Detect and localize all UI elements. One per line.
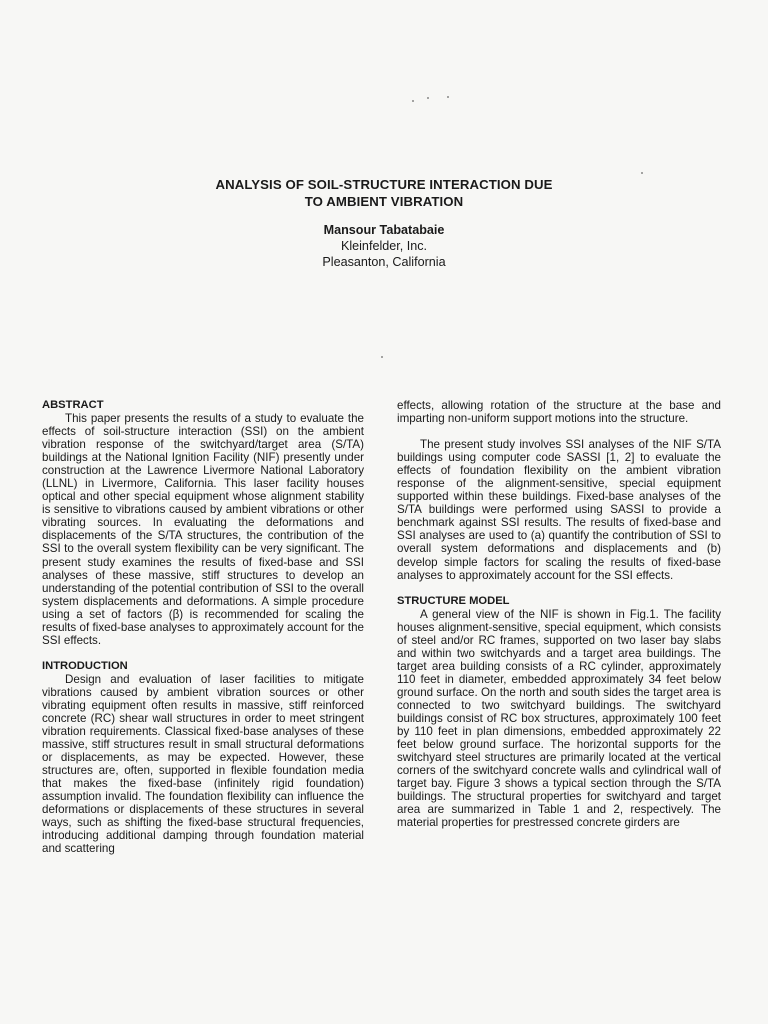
introduction-text: Design and evaluation of laser facilities to mitigate vibrations caused by ambient vibration sources or other vibrating equipment often results in massive, stiff reinforced concrete (RC) shear wall structures in order to meet stringent vibration requirements. Classical fixed-base analyses of these massive, stiff structures result in small structural deformations or displacements, as may be expected. However, these structures are, often, supported in flexible foundation media that makes the fixed-base (infinitely rigid foundation) assumption invalid. The foundation flexibility can influence the deformations or displacements of these structures in several ways, such as shifting the fixed-base structural frequencies, introducing additional damping through foundation material and scattering xyxy=(42,672,364,856)
scan-speck xyxy=(447,96,449,98)
author-block xyxy=(0,222,768,270)
scan-speck xyxy=(412,100,414,102)
structure-model-heading: STRUCTURE MODEL xyxy=(397,594,510,607)
section-gap xyxy=(397,582,721,595)
right-column xyxy=(397,399,721,829)
structure-model-text: A general view of the NIF is shown in Fig.1. The facility houses alignment-sensitive, special equipment, which consists of steel and/or RC frames, supported on two laser bay slabs and within two switchyards and a target area buildings. The target area building consists of a RC cylinder, approximately 110 feet in diameter, embedded approximately 34 feet below ground surface. On the north and south sides the target area is connected to two switchyard buildings. The switchyard buildings consist of RC box structures, approximately 100 feet by 110 feet in plan dimensions, embedded approximately 22 feet below ground surface. The horizontal supports for the switchyard steel structures are primarily located at the vertical corners of the switchyard concrete walls and cylindrical wall of target bay. Figure 3 shows a typical section through the S/TA buildings. The structural properties for switchyard and target area are summarized in Table 1 and 2, respectively. The material properties for prestressed concrete girders are xyxy=(397,607,721,830)
author-name: Mansour Tabatabaie xyxy=(323,223,445,237)
abstract-text: This paper presents the results of a study to evaluate the effects of soil-structure interaction (SSI) on the ambient vibration response of the switchyard/target area (S/TA) buildings at the National Ignition Facility (NIF) presently under construction at the Lawrence Livermore National Laboratory (LLNL) in Livermore, California. This laser facility houses optical and other special equipment whose alignment stability is sensitive to vibrations caused by ambient vibrations or other vibrating sources. In evaluating the deformations and displacements of the S/TA structures, the contribution of the SSI to the overall system flexibility can be very significant. The present study examines the results of fixed-base and SSI analyses of these massive, stiff structures to develop an understanding of the potential contribution of SSI to the overall system displacements and deformations. A simple procedure using a set of factors (β) is recommended for scaling the results of fixed-base analyses to approximately account for the SSI effects. xyxy=(42,412,364,647)
continued-paragraph: effects, allowing rotation of the structure at the base and imparting non-uniform support motions into the structure. xyxy=(397,399,721,426)
section-gap xyxy=(42,647,364,660)
scan-speck xyxy=(641,172,643,174)
introduction-heading: INTRODUCTION xyxy=(42,659,128,672)
abstract-heading: ABSTRACT xyxy=(42,399,104,411)
title-line-1: ANALYSIS OF SOIL-STRUCTURE INTERACTION DUE xyxy=(215,177,553,192)
paragraph-gap xyxy=(397,425,721,438)
scan-speck xyxy=(427,97,429,99)
left-column xyxy=(42,399,364,856)
author-location: Pleasanton, California xyxy=(322,255,446,269)
scan-speck xyxy=(381,356,383,358)
title-line-2: TO AMBIENT VIBRATION xyxy=(304,194,464,209)
author-affiliation: Kleinfelder, Inc. xyxy=(340,239,428,253)
paper-title xyxy=(0,176,768,210)
study-paragraph: The present study involves SSI analyses of the NIF S/TA buildings using computer code SASSI [1, 2] to evaluate the effects of foundation flexibility on the ambient vibration response of the alignment-sensitive, special equipment supported within these buildings. Fixed-base analyses of the S/TA buildings were performed using SASSI to provide a benchmark against SSI results. The results of fixed-base and SSI analyses are used to (a) quantify the contribution of SSI to overall system deformations and displacements and (b) develop simple factors for scaling the results of fixed-base analyses to approximately account for the SSI effects. xyxy=(397,438,721,582)
